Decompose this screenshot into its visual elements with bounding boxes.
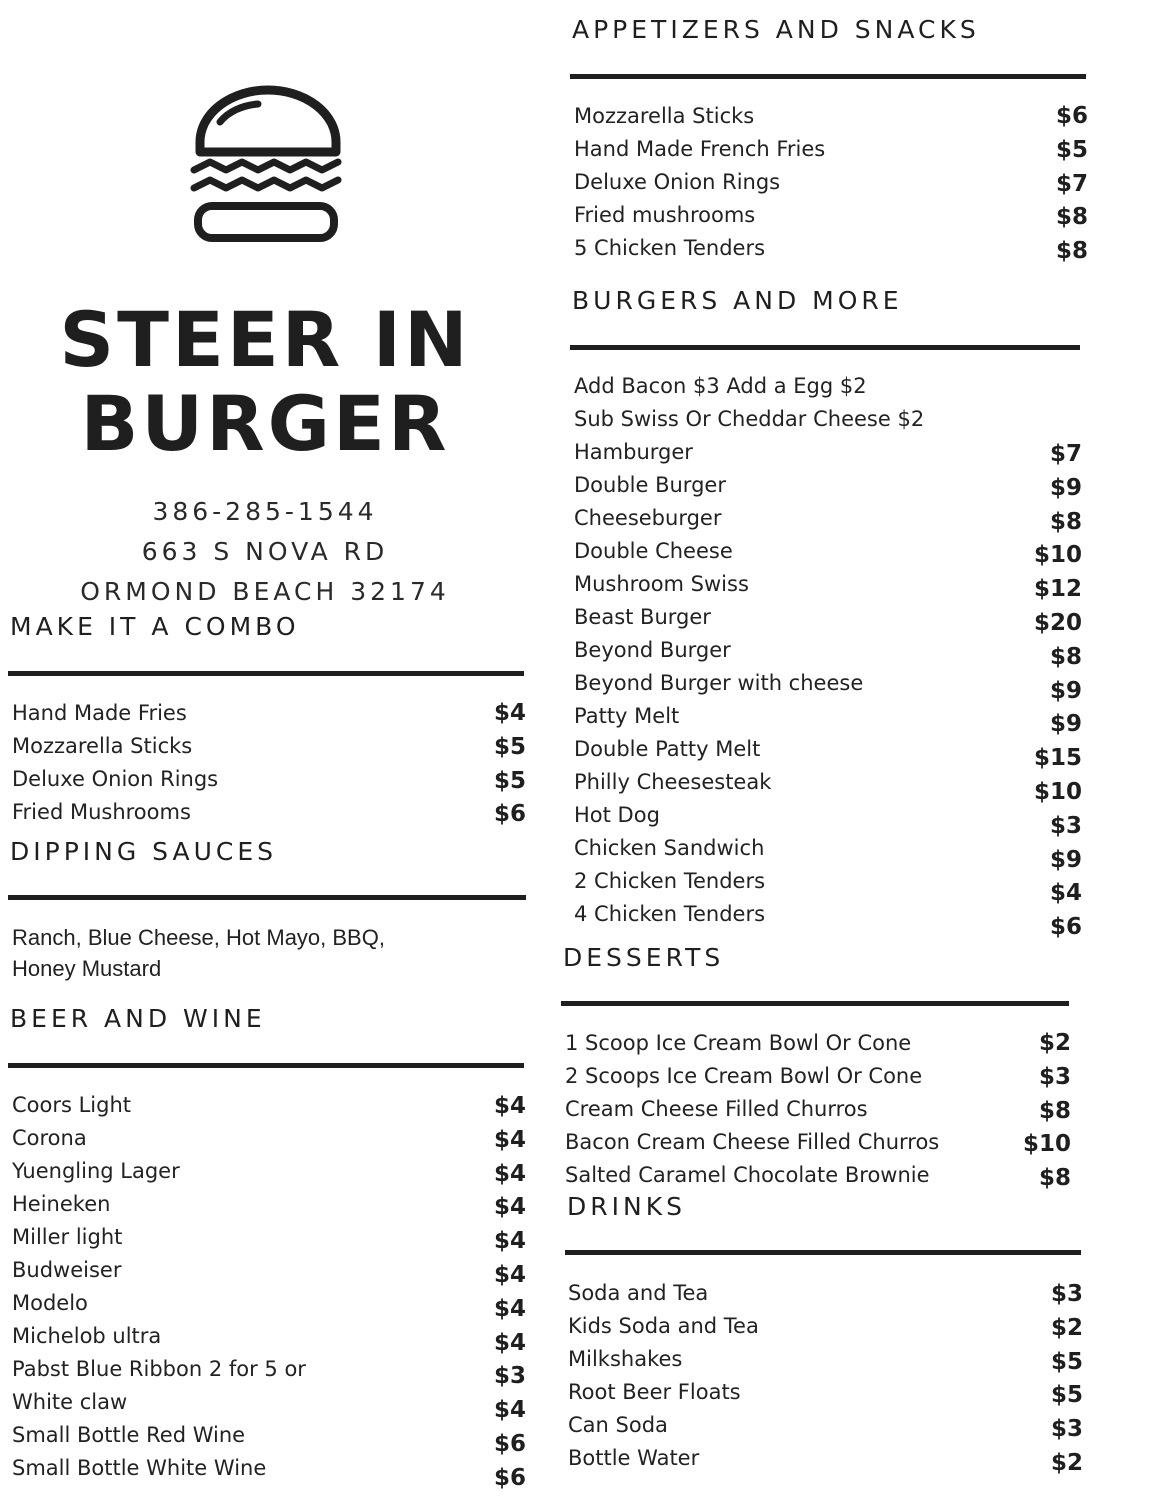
burgers-title: BURGERS AND MORE bbox=[572, 286, 903, 315]
menu-price: $7 bbox=[1049, 441, 1082, 467]
menu-item: Hamburger bbox=[574, 440, 693, 464]
drinks-price-list bbox=[1000, 1278, 1083, 1481]
burgers-price-list bbox=[1000, 438, 1082, 945]
menu-item: Mushroom Swiss bbox=[574, 572, 749, 596]
menu-price: $6 bbox=[1049, 914, 1082, 941]
menu-item: Michelob ultra bbox=[12, 1324, 162, 1348]
menu-price: $6 bbox=[1055, 103, 1088, 129]
menu-price: $5 bbox=[1055, 136, 1088, 163]
menu-item: Corona bbox=[12, 1126, 87, 1150]
menu-price: $4 bbox=[1049, 880, 1082, 907]
menu-price: $3 bbox=[1049, 812, 1082, 839]
menu-price: $10 bbox=[1033, 778, 1082, 805]
menu-item: 4 Chicken Tenders bbox=[574, 902, 766, 926]
menu-price: $4 bbox=[493, 700, 526, 726]
menu-price: $9 bbox=[1049, 846, 1082, 873]
address-line1: 663 S NOVA RD bbox=[141, 537, 389, 566]
menu-price: $9 bbox=[1049, 474, 1082, 501]
menu-price: $4 bbox=[493, 1295, 526, 1322]
menu-price: $8 bbox=[1049, 508, 1082, 535]
menu-item: Milkshakes bbox=[568, 1347, 683, 1371]
menu-item: Miller light bbox=[12, 1225, 123, 1249]
menu-item: Deluxe Onion Rings bbox=[574, 170, 781, 194]
desserts-divider bbox=[561, 1001, 1069, 1006]
menu-item: 5 Chicken Tenders bbox=[574, 236, 766, 260]
menu-item: Philly Cheesesteak bbox=[574, 770, 772, 794]
menu-price: $15 bbox=[1033, 745, 1082, 772]
burger-icon bbox=[188, 84, 348, 244]
menu-price: $7 bbox=[1055, 170, 1088, 197]
menu-item: Soda and Tea bbox=[568, 1281, 709, 1305]
menu-price: $3 bbox=[1050, 1281, 1083, 1307]
menu-item: Yuengling Lager bbox=[12, 1159, 180, 1183]
menu-price: $10 bbox=[1022, 1131, 1071, 1158]
appetizers-title: APPETIZERS AND SNACKS bbox=[572, 15, 980, 44]
menu-price: $6 bbox=[493, 801, 526, 828]
menu-price: $8 bbox=[1055, 238, 1088, 265]
sauces-text bbox=[12, 922, 432, 984]
combo-divider bbox=[8, 671, 524, 676]
menu-price: $2 bbox=[1050, 1314, 1083, 1341]
drinks-item-list bbox=[568, 1277, 759, 1475]
sauces-divider bbox=[8, 895, 526, 900]
menu-price: $8 bbox=[1038, 1165, 1071, 1192]
menu-price: $8 bbox=[1038, 1097, 1071, 1124]
menu-price: $9 bbox=[1049, 677, 1082, 704]
menu-price: $2 bbox=[1038, 1030, 1071, 1056]
menu-price: $5 bbox=[493, 767, 526, 794]
menu-item: Sub Swiss Or Cheddar Cheese $2 bbox=[574, 407, 925, 431]
sauces-text-line2: Honey Mustard bbox=[12, 956, 162, 981]
menu-item: Mozzarella Sticks bbox=[12, 734, 193, 758]
menu-item: Small Bottle White Wine bbox=[12, 1456, 267, 1480]
menu-price: $4 bbox=[493, 1329, 526, 1356]
menu-item: Double Burger bbox=[574, 473, 726, 497]
beer-divider bbox=[8, 1063, 524, 1068]
menu-item: 1 Scoop Ice Cream Bowl Or Cone bbox=[565, 1031, 912, 1055]
menu-item: Cheeseburger bbox=[574, 506, 722, 530]
menu-item: Patty Melt bbox=[574, 704, 680, 728]
menu-price: $4 bbox=[493, 1093, 526, 1119]
menu-item: Small Bottle Red Wine bbox=[12, 1423, 246, 1447]
menu-price: $6 bbox=[493, 1430, 526, 1457]
menu-item: Beyond Burger bbox=[574, 638, 731, 662]
menu-price: $4 bbox=[493, 1228, 526, 1255]
menu-price: $12 bbox=[1033, 576, 1082, 603]
menu-item: Pabst Blue Ribbon 2 for 5 or bbox=[12, 1357, 306, 1381]
burgers-divider bbox=[570, 345, 1080, 350]
sauces-title: DIPPING SAUCES bbox=[10, 837, 278, 866]
menu-price: $4 bbox=[493, 1397, 526, 1424]
menu-item: Beast Burger bbox=[574, 605, 711, 629]
menu-price: $2 bbox=[1050, 1449, 1083, 1476]
menu-item: Add Bacon $3 Add a Egg $2 bbox=[574, 374, 867, 398]
menu-price: $3 bbox=[493, 1363, 526, 1390]
restaurant-name-line1: STEER IN bbox=[59, 295, 471, 384]
menu-item: Mozzarella Sticks bbox=[574, 104, 755, 128]
menu-price: $4 bbox=[493, 1261, 526, 1288]
menu-item: Hot Dog bbox=[574, 803, 660, 827]
drinks-title: DRINKS bbox=[567, 1192, 686, 1221]
menu-item: Hand Made French Fries bbox=[574, 137, 826, 161]
menu-price: $8 bbox=[1055, 204, 1088, 231]
beer-price-list bbox=[440, 1090, 526, 1496]
menu-item: Fried Mushrooms bbox=[12, 800, 191, 824]
burgers-item-list bbox=[574, 370, 924, 931]
menu-item: Bottle Water bbox=[568, 1446, 700, 1470]
menu-item: Bacon Cream Cheese Filled Churros bbox=[565, 1130, 940, 1154]
beer-title: BEER AND WINE bbox=[10, 1004, 266, 1033]
menu-item: Double Cheese bbox=[574, 539, 733, 563]
menu-item: Heineken bbox=[12, 1192, 111, 1216]
menu-item: Salted Caramel Chocolate Brownie bbox=[565, 1163, 930, 1187]
beer-item-list bbox=[12, 1089, 306, 1485]
combo-item-list bbox=[12, 697, 218, 829]
menu-price: $8 bbox=[1049, 643, 1082, 670]
menu-item: Coors Light bbox=[12, 1093, 132, 1117]
appetizers-divider bbox=[570, 74, 1086, 79]
menu-price: $4 bbox=[493, 1160, 526, 1187]
menu-price: $4 bbox=[493, 1126, 526, 1153]
menu-item: Chicken Sandwich bbox=[574, 836, 765, 860]
restaurant-name-line2: BURGER bbox=[80, 379, 450, 468]
menu-item: White claw bbox=[12, 1390, 128, 1414]
menu-item: Double Patty Melt bbox=[574, 737, 761, 761]
combo-title: MAKE IT A COMBO bbox=[10, 612, 300, 641]
menu-item: Hand Made Fries bbox=[12, 701, 187, 725]
appetizers-item-list bbox=[574, 100, 825, 265]
menu-item: Fried mushrooms bbox=[574, 203, 756, 227]
menu-item: Cream Cheese Filled Churros bbox=[565, 1097, 868, 1121]
menu-item: Deluxe Onion Rings bbox=[12, 767, 219, 791]
menu-item: Root Beer Floats bbox=[568, 1380, 741, 1404]
menu-price: $20 bbox=[1033, 609, 1082, 636]
menu-price: $6 bbox=[493, 1464, 526, 1491]
menu-price: $5 bbox=[493, 733, 526, 760]
appetizers-price-list bbox=[1000, 100, 1088, 269]
desserts-item-list bbox=[565, 1027, 939, 1192]
menu-item: 2 Scoops Ice Cream Bowl Or Cone bbox=[565, 1064, 923, 1088]
desserts-price-list bbox=[990, 1027, 1071, 1196]
phone-number: 386-285-1544 bbox=[152, 497, 378, 526]
menu-price: $4 bbox=[493, 1194, 526, 1221]
menu-price: $3 bbox=[1038, 1063, 1071, 1090]
menu-price: $5 bbox=[1050, 1348, 1083, 1375]
menu-item: Modelo bbox=[12, 1291, 88, 1315]
menu-price: $10 bbox=[1033, 542, 1082, 569]
menu-item: Can Soda bbox=[568, 1413, 668, 1437]
menu-item: Beyond Burger with cheese bbox=[574, 671, 864, 695]
menu-price: $5 bbox=[1050, 1382, 1083, 1409]
drinks-divider bbox=[565, 1250, 1081, 1255]
menu-item: Budweiser bbox=[12, 1258, 122, 1282]
menu-price: $3 bbox=[1050, 1416, 1083, 1443]
sauces-text-line1: Ranch, Blue Cheese, Hot Mayo, BBQ, bbox=[12, 925, 385, 950]
combo-price-list bbox=[440, 697, 526, 832]
desserts-title: DESSERTS bbox=[563, 943, 725, 972]
address-line2: ORMOND BEACH 32174 bbox=[80, 577, 450, 606]
menu-price: $9 bbox=[1049, 711, 1082, 738]
menu-item: 2 Chicken Tenders bbox=[574, 869, 766, 893]
menu-item: Kids Soda and Tea bbox=[568, 1314, 759, 1338]
